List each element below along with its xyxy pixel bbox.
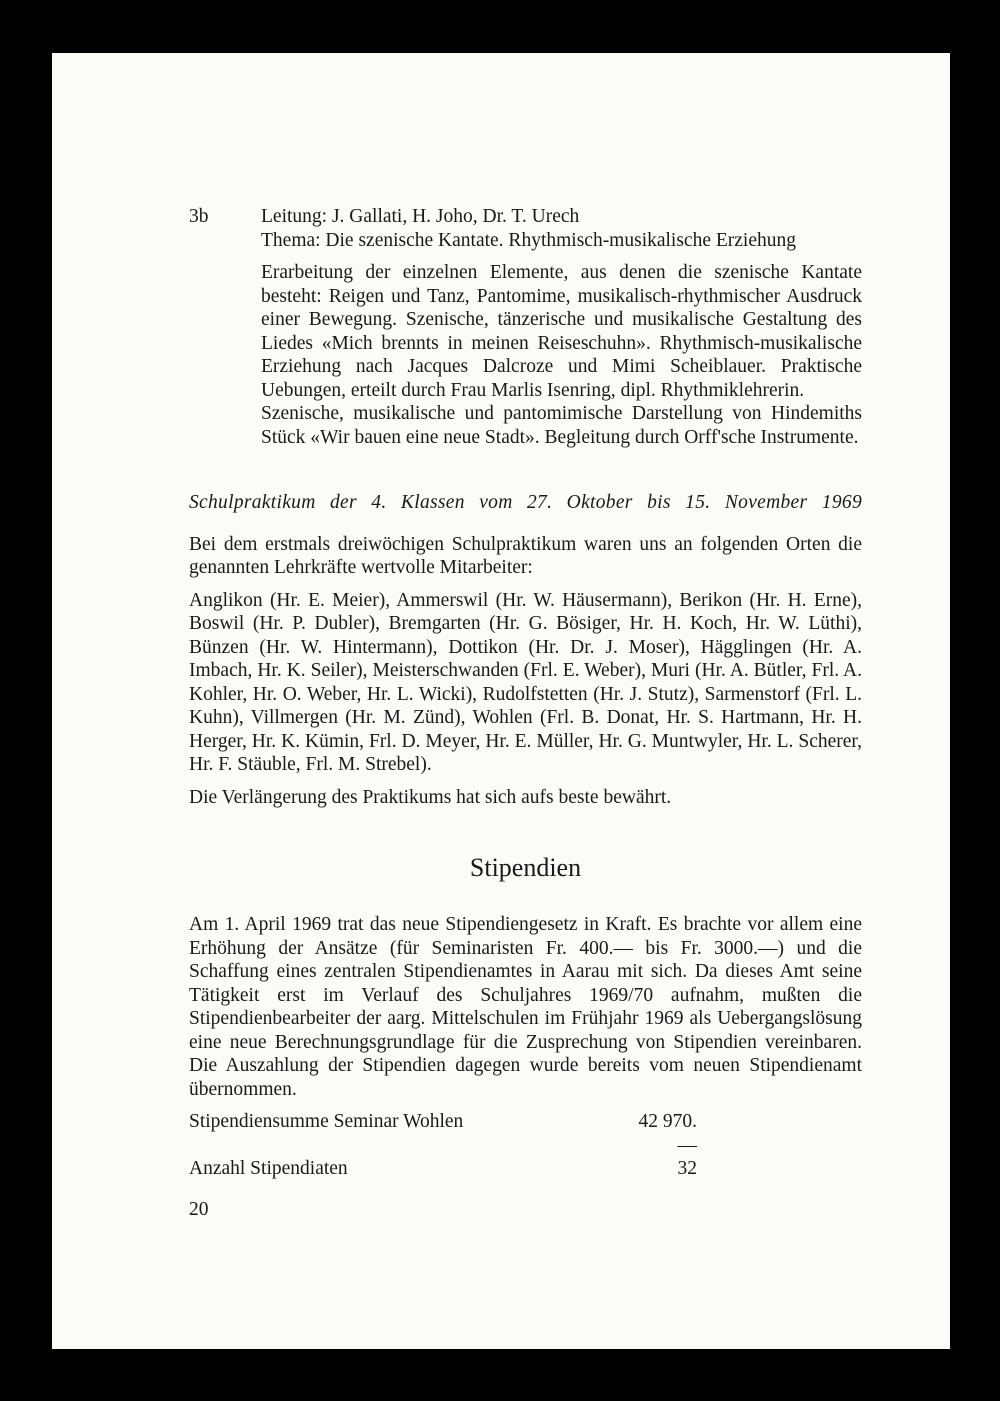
stipendien-stats [189,1110,862,1181]
stipendien-body: Am 1. April 1969 trat das neue Stipendiengesetz in Kraft. Es brachte vor allem eine Erhöhung der Ansätze (für Seminaristen Fr. 400.— bis Fr. 3000.—) und die Schaffung eines zentralen Stipendienamtes in Aarau mit sich. Da dieses Amt seine Tätigkeit erst im Verlauf des Schuljahres 1969/70 aufnahm, mußten die Stipendienbearbeiter der aarg. Mittelschulen im Frühjahr 1969 als Uebergangslösung eine neue Berechnungsgrundlage für die Zusprechung von Stipendien vereinbaren. Die Auszahlung der Stipendien dagegen wurde bereits vom neuen Stipendienamt übernommen. [189,914,862,1100]
leitung-line: Leitung: J. Gallati, H. Joho, Dr. T. Urech [261,206,580,227]
praktikum-heading: Schulpraktikum der 4. Klassen vom 27. Oktober bis 15. November 1969 [189,492,862,513]
page-number: 20 [189,1198,209,1220]
stat-value: 32 [677,1158,697,1179]
praktikum-teacher-list: Anglikon (Hr. E. Meier), Ammerswil (Hr. W. Häusermann), Berikon (Hr. H. Erne), Boswil (Hr. P. Dubler), Bremgarten (Hr. G. Bösiger, Hr. H. Koch, Hr. W. Lüthi), Bünzen (Hr. W. Hintermann), Dottikon (Hr. Dr. J. Moser), Hägglingen (Hr. A. Imbach, Hr. K. Seiler), Meisterschwanden (Frl. E. Weber), Muri (Hr. A. Bütler, Frl. A. Kohler, Hr. O. Weber, Hr. L. Wicki), Rudolfstetten (Hr. J. Stutz), Sarmenstorf (Frl. L. Kuhn), Villmergen (Hr. M. Zünd), Wohlen (Frl. B. Donat, Hr. S. Hartmann, Hr. H. Herger, Hr. K. Kümin, Frl. D. Meyer, Hr. E. Müller, Hr. G. Muntwyler, Hr. L. Scherer, Hr. F. Stäuble, Frl. M. Strebel). [189,589,862,775]
section-label: 3b [189,206,209,227]
praktikum-intro: Bei dem erstmals dreiwöchigen Schulpraktikum waren uns an folgenden Orten die genannten Lehrkräfte wertvolle Mitarbeiter: [189,533,862,578]
thema-line: Thema: Die szenische Kantate. Rhythmisch-musikalische Erziehung [261,229,797,251]
stat-row [189,1110,862,1157]
section-3b-description: Erarbeitung der einzelnen Elemente, aus denen die szenische Kantate besteht: Reigen und Tanz, Pantomime, musikalisch-rhythmischer Ausdruck einer Bewegung. Szenische, tänzerische und musikalische Gestaltung des Liedes «Mich brennts in meinen Reiseschuhn». Rhythmisch-musikalische Erziehung nach Jacques Dalcroze und Mimi Scheiblauer. Praktische Uebungen, erteilt durch Frau Marlis Isenring, dipl. Rhythmiklehrerin. [261,262,862,401]
section-3b-performance: Szenische, musikalische und pantomimische Darstellung von Hindemiths Stück «Wir bauen eine neue Stadt». Begleitung durch Orff'sche Instrumente. [261,403,862,448]
document-page [52,53,950,1349]
stat-label: Stipendiensumme Seminar Wohlen [189,1111,464,1132]
stat-row [189,1157,862,1181]
praktikum-closing: Die Verlängerung des Praktikums hat sich aufs beste bewährt. [189,786,672,808]
stipendien-title: Stipendien [469,853,582,882]
stat-value: 42 970.— [638,1111,697,1156]
stat-label: Anzahl Stipendiaten [189,1158,348,1179]
page-content [189,205,862,1221]
section-3b [189,205,862,449]
